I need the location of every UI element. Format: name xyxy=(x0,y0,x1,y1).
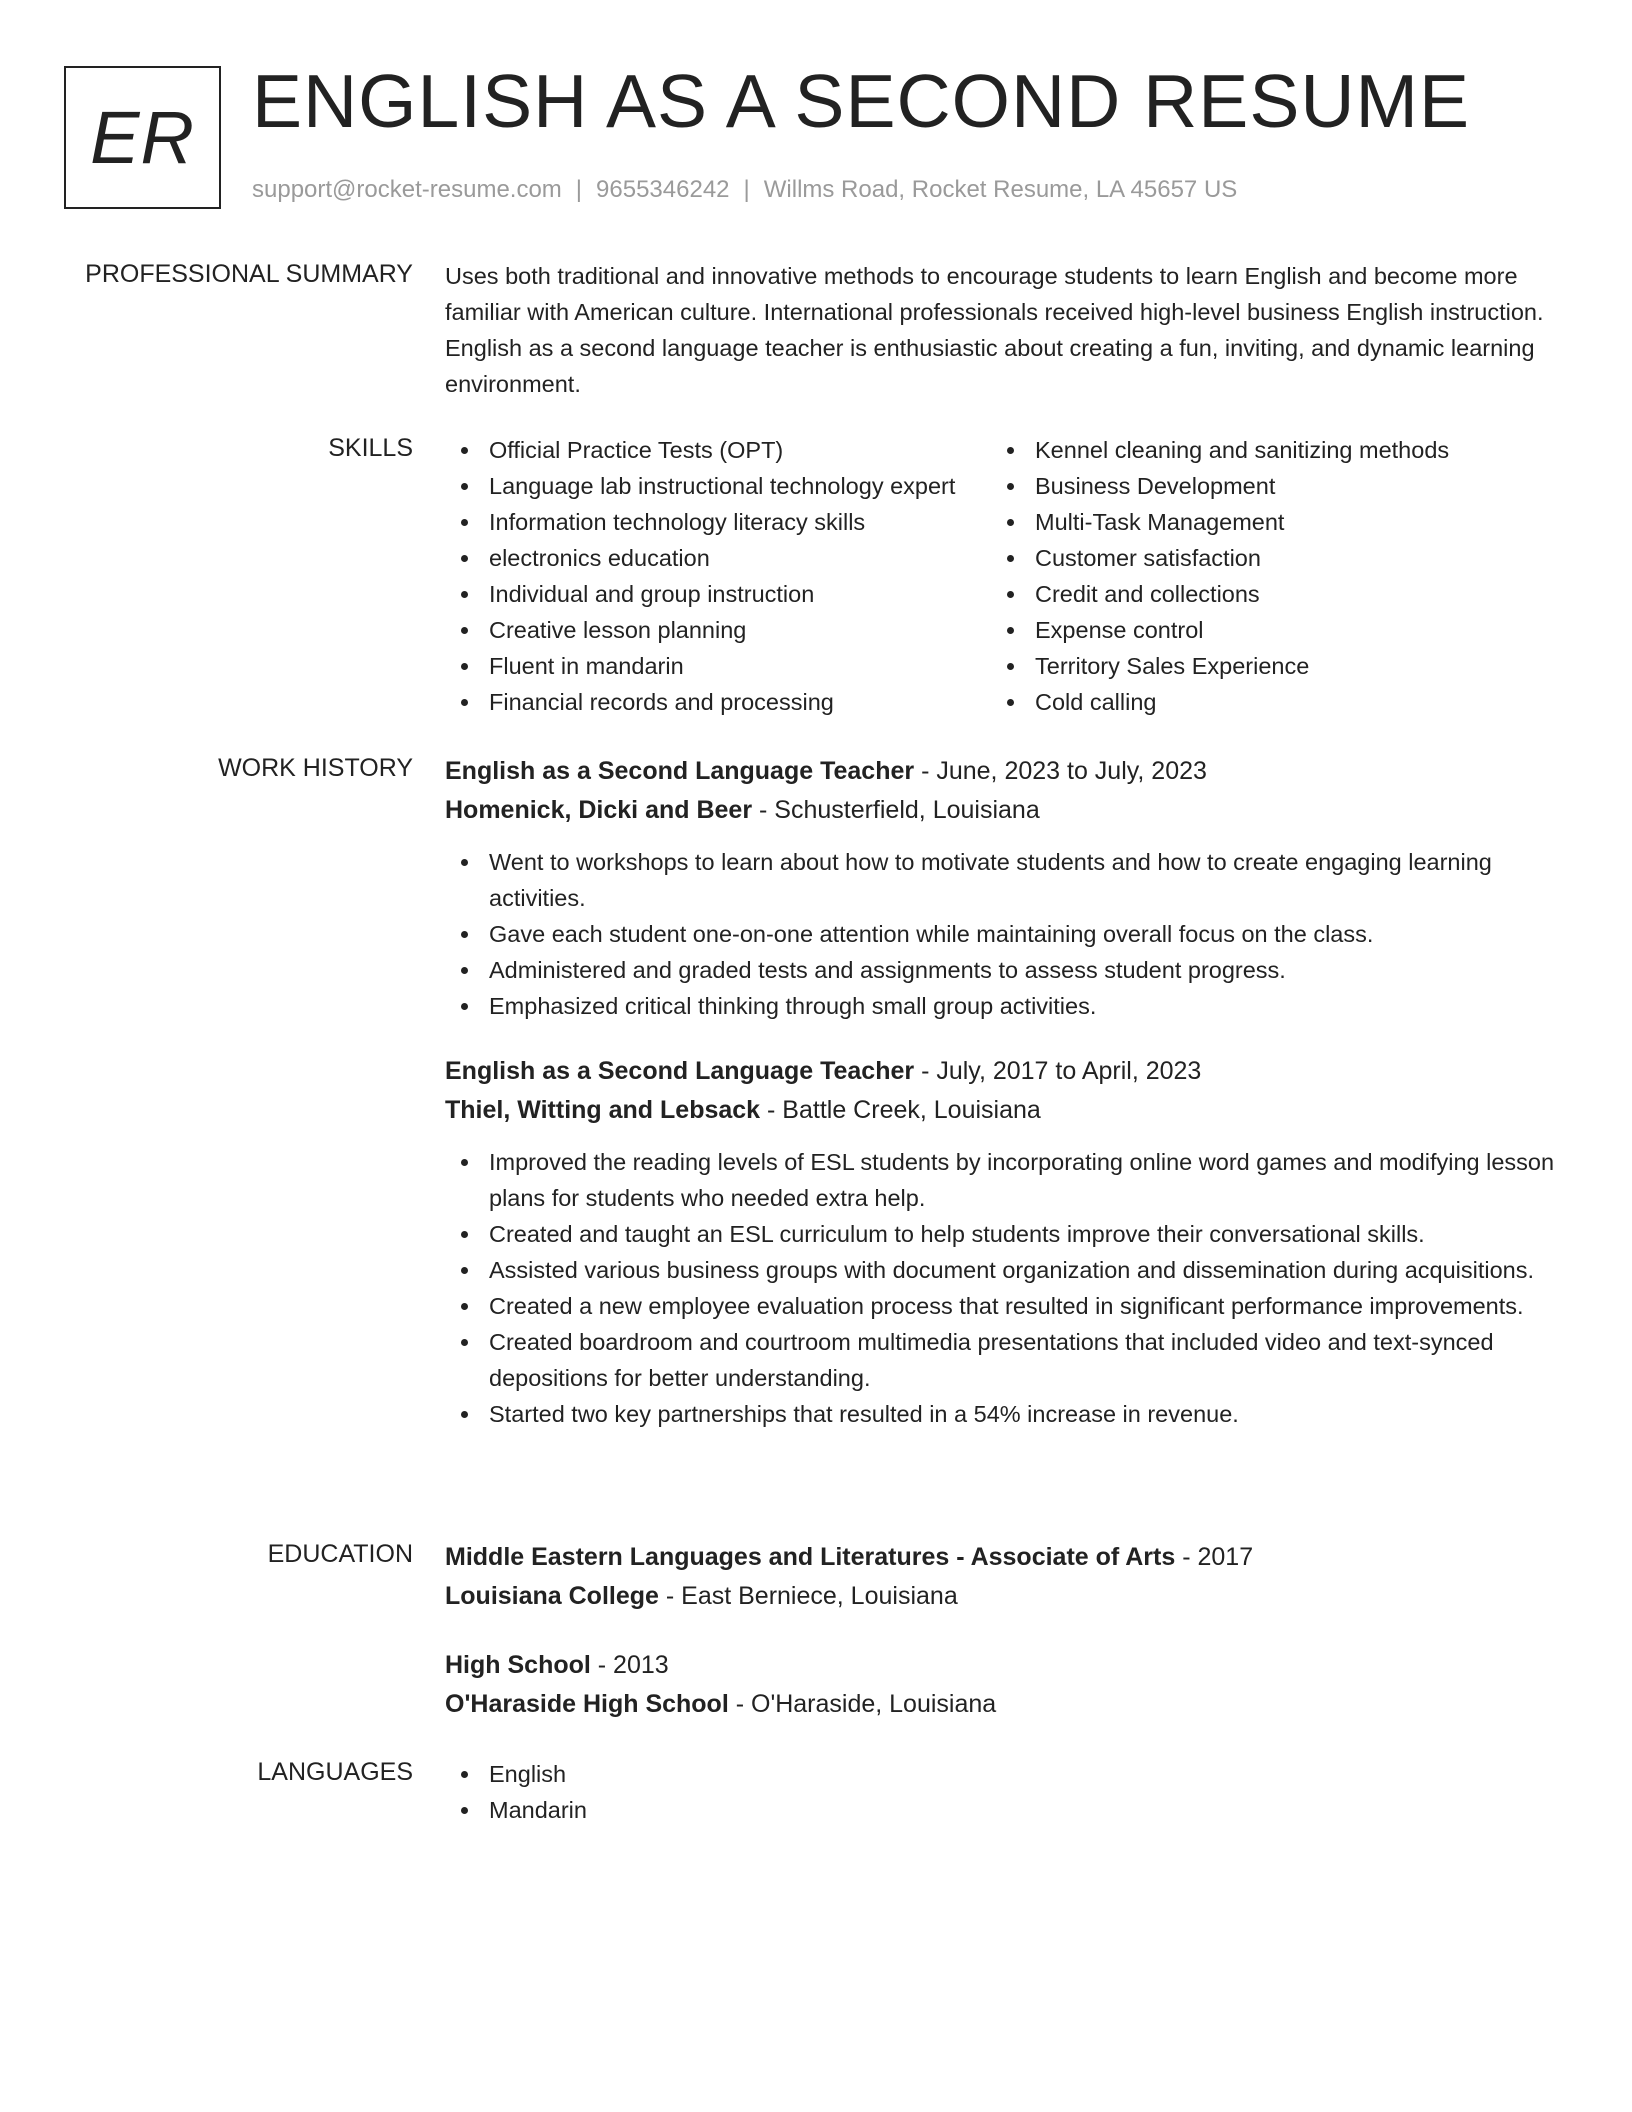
skill-item: Customer satisfaction xyxy=(991,540,1537,576)
languages-body xyxy=(445,1756,1560,1828)
education-degree-line xyxy=(445,1646,1560,1685)
job-duty: Administered and graded tests and assignments to assess student progress. xyxy=(445,952,1560,988)
job-title: English as a Second Language Teacher xyxy=(445,757,915,785)
work-history-body xyxy=(445,752,1560,1432)
skill-item: Fluent in mandarin xyxy=(445,648,991,684)
summary-text: Uses both traditional and innovative methods to encourage students to learn English and become more familiar with American culture. International professionals received high-level business English instruction. English as a second language teacher is enthusiastic about creating a fun, inviting, and dynamic learning environment. xyxy=(445,263,1544,397)
contact-address: Willms Road, Rocket Resume, LA 45657 US xyxy=(763,176,1238,203)
education-year: - 2013 xyxy=(590,1651,669,1679)
education-school: O'Haraside High School xyxy=(445,1690,729,1718)
job-duty: Assisted various business groups with document organization and dissemination during acquisitions. xyxy=(445,1252,1560,1288)
job-duty: Started two key partnerships that resulted in a 54% increase in revenue. xyxy=(445,1396,1560,1432)
job-company: Thiel, Witting and Lebsack xyxy=(445,1096,761,1124)
skills-list-left xyxy=(445,432,991,720)
summary-heading: PROFESSIONAL SUMMARY xyxy=(85,260,413,288)
language-item: English xyxy=(445,1756,1560,1792)
skill-item: Language lab instructional technology expert xyxy=(445,468,991,504)
education-degree-line xyxy=(445,1538,1560,1577)
job-duty: Improved the reading levels of ESL students by incorporating online word games and modifying lesson plans for students who needed extra help. xyxy=(445,1144,1560,1216)
skills-heading: SKILLS xyxy=(328,434,413,462)
work-history-heading: WORK HISTORY xyxy=(218,754,413,782)
skill-item: Credit and collections xyxy=(991,576,1537,612)
contact-separator: | xyxy=(575,176,583,203)
contact-line xyxy=(252,176,1237,204)
skill-item: Financial records and processing xyxy=(445,684,991,720)
job-location: - Schusterfield, Louisiana xyxy=(752,796,1040,824)
skill-item: Cold calling xyxy=(991,684,1537,720)
job-company-line xyxy=(445,1091,1560,1130)
education-entry xyxy=(445,1538,1560,1616)
skill-item: Creative lesson planning xyxy=(445,612,991,648)
skills-grid xyxy=(445,432,1560,720)
monogram-text: ER xyxy=(90,96,195,179)
job-dates: - June, 2023 to July, 2023 xyxy=(914,757,1207,785)
skill-item: Business Development xyxy=(991,468,1537,504)
job-duty: Gave each student one-on-one attention while maintaining overall focus on the class. xyxy=(445,916,1560,952)
job-duties xyxy=(445,1144,1560,1432)
education-location: - East Berniece, Louisiana xyxy=(658,1582,958,1610)
job-duty: Created a new employee evaluation process that resulted in significant performance improvements. xyxy=(445,1288,1560,1324)
job-company: Homenick, Dicki and Beer xyxy=(445,796,753,824)
job-duty: Created and taught an ESL curriculum to help students improve their conversational skills. xyxy=(445,1216,1560,1252)
education-heading: EDUCATION xyxy=(267,1540,413,1568)
skill-item: Official Practice Tests (OPT) xyxy=(445,432,991,468)
skill-item: electronics education xyxy=(445,540,991,576)
job-title-line xyxy=(445,752,1560,791)
job-duty: Went to workshops to learn about how to motivate students and how to create engaging learning activities. xyxy=(445,844,1560,916)
education-location: - O'Haraside, Louisiana xyxy=(728,1690,997,1718)
job-company-line xyxy=(445,791,1560,830)
job-entry xyxy=(445,1052,1560,1432)
job-title-line xyxy=(445,1052,1560,1091)
languages-list xyxy=(445,1756,1560,1828)
job-duty: Created boardroom and courtroom multimedia presentations that included video and text-synced depositions for better understanding. xyxy=(445,1324,1560,1396)
education-school-line xyxy=(445,1577,1560,1616)
education-degree: Middle Eastern Languages and Literatures - Associate of Arts xyxy=(445,1543,1176,1571)
job-duties xyxy=(445,844,1560,1024)
job-entry xyxy=(445,752,1560,1024)
skill-item: Territory Sales Experience xyxy=(991,648,1537,684)
job-duty: Emphasized critical thinking through small group activities. xyxy=(445,988,1560,1024)
language-item: Mandarin xyxy=(445,1792,1560,1828)
skill-item: Information technology literacy skills xyxy=(445,504,991,540)
skill-item: Expense control xyxy=(991,612,1537,648)
education-body xyxy=(445,1538,1560,1724)
education-school-line xyxy=(445,1685,1560,1724)
skill-item: Multi-Task Management xyxy=(991,504,1537,540)
skills-list-right xyxy=(991,432,1537,720)
resume-title: ENGLISH AS A SECOND RESUME xyxy=(252,59,1471,143)
education-entry xyxy=(445,1646,1560,1724)
contact-email: support@rocket-resume.com xyxy=(252,176,562,203)
education-degree: High School xyxy=(445,1651,591,1679)
education-school: Louisiana College xyxy=(445,1582,659,1610)
job-location: - Battle Creek, Louisiana xyxy=(760,1096,1041,1124)
contact-separator: | xyxy=(743,176,750,203)
skill-item: Kennel cleaning and sanitizing methods xyxy=(991,432,1537,468)
education-year: - 2017 xyxy=(1175,1543,1254,1571)
job-title: English as a Second Language Teacher xyxy=(445,1057,915,1085)
skill-item: Individual and group instruction xyxy=(445,576,991,612)
contact-phone: 9655346242 xyxy=(596,176,730,203)
job-dates: - July, 2017 to April, 2023 xyxy=(914,1057,1202,1085)
languages-heading: LANGUAGES xyxy=(257,1758,413,1786)
monogram-box xyxy=(64,66,221,209)
